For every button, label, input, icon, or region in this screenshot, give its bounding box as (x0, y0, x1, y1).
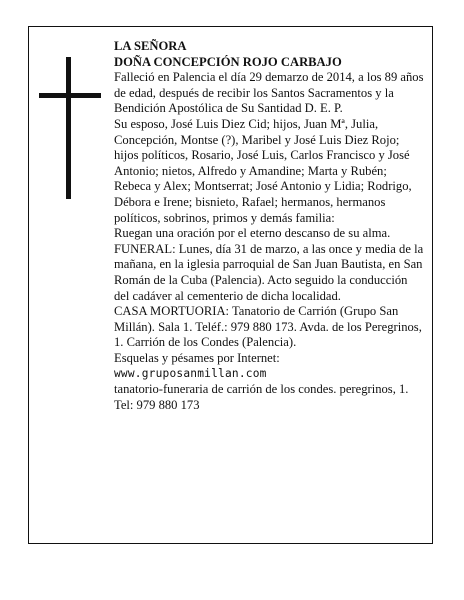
cross-vertical-bar (66, 57, 71, 199)
obituary-notice (28, 26, 433, 544)
title-line-1: LA SEÑORA (114, 39, 187, 53)
family-list: Su esposo, José Luis Diez Cid; hijos, Juan Mª, Julia, Concepción, Montse (?), Maribel y José Luis Diez Rojo; hijos políticos, Rosario, José Luis, Carlos Francisco y José Antonio; nietos, Alfredo y Amandine; Marta y Rubén; Rebeca y Alex; Montserrat; José Antonio y Lidia; Rodrigo, Débora e Irene; bisnieto, Rafael; hermanos, hermanos políticos, sobrinos, primos y demás familia: (114, 116, 412, 225)
cross-icon (39, 57, 101, 199)
website-link[interactable]: www.gruposanmillan.com (114, 367, 267, 381)
mortuary-info: CASA MORTUORIA: Tanatorio de Carrión (Grupo San Millán). Sala 1. Teléf.: 979 880 173. Avda. de los Peregrinos, 1. Carrión de los Condes (Palencia). (114, 304, 422, 350)
death-info: Falleció en Palencia el día 29 demarzo de 2014, a los 89 años de edad, después de recibir los Santos Sacramentos y la Bendición Apostólica de Su Santidad D. E. P. (114, 70, 424, 116)
condolences-label: Esquelas y pésames por Internet: (114, 350, 280, 365)
prayer-request: Ruegan una oración por el eterno descanso de su alma. (114, 226, 391, 241)
cross-horizontal-bar (39, 93, 101, 98)
funeral-home-footer: tanatorio-funeraria de carrión de los condes. peregrinos, 1. Tel: 979 880 173 (114, 382, 409, 412)
deceased-name: DOÑA CONCEPCIÓN ROJO CARBAJO (114, 54, 342, 69)
notice-text (114, 39, 424, 413)
funeral-info: FUNERAL: Lunes, día 31 de marzo, a las once y media de la mañana, en la iglesia parroquial de San Juan Bautista, en San Román de la Cuba (Palencia). Acto seguido la conducción del cadáver al cementerio de dicha localidad. (114, 241, 424, 303)
